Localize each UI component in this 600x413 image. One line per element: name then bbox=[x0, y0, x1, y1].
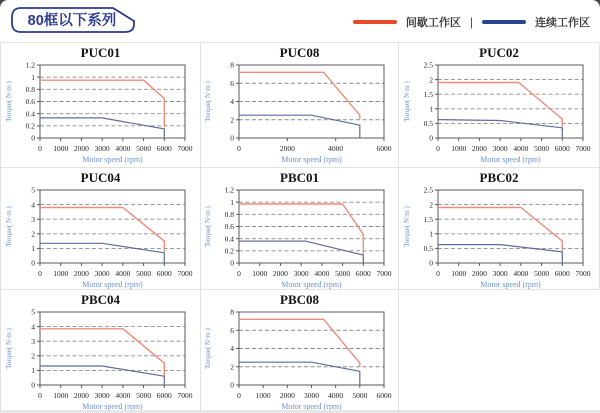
y-tick-label: 0.8 bbox=[224, 210, 234, 220]
chart-svg-PBC02 bbox=[402, 186, 596, 290]
continuous-zone-line bbox=[239, 115, 360, 138]
y-tick-label: 0 bbox=[229, 258, 234, 268]
x-tick-label: 6000 bbox=[376, 144, 391, 153]
y-tick-label: 1.2 bbox=[224, 186, 234, 195]
x-tick-label: 3000 bbox=[492, 269, 508, 278]
y-tick-label: 0.8 bbox=[25, 85, 35, 95]
y-tick-label: 2.5 bbox=[423, 186, 433, 195]
x-tick-label: 2000 bbox=[272, 269, 288, 278]
x-tick-label: 3000 bbox=[303, 391, 319, 400]
y-tick-label: 6 bbox=[229, 325, 234, 335]
chart-cell-PBC04 bbox=[1, 290, 201, 411]
y-tick-label: 0 bbox=[30, 258, 35, 268]
y-tick-label: 0.4 bbox=[25, 109, 35, 119]
y-tick-label: 2 bbox=[229, 115, 234, 125]
y-tick-label: 4 bbox=[30, 200, 35, 210]
x-tick-label: 6000 bbox=[156, 269, 172, 278]
y-tick-label: 8 bbox=[229, 308, 234, 317]
continuous-zone-label: 连续工作区 bbox=[535, 17, 590, 29]
y-tick-label: 0.2 bbox=[25, 121, 35, 131]
x-tick-label: 6000 bbox=[156, 391, 172, 400]
x-tick-label: 6000 bbox=[355, 269, 371, 278]
x-tick-label: 2000 bbox=[279, 391, 295, 400]
chart-title-PUC02: PUC02 bbox=[479, 45, 519, 60]
chart-cell-PUC02 bbox=[399, 43, 600, 168]
x-tick-label: 3000 bbox=[492, 144, 508, 153]
y-tick-label: 2 bbox=[429, 200, 433, 210]
y-tick-label: 0.5 bbox=[423, 244, 433, 254]
continuous-zone-line bbox=[438, 120, 562, 138]
x-tick-label: 5000 bbox=[334, 269, 350, 278]
x-axis-label: Motor speed (rpm) bbox=[81, 280, 143, 289]
x-tick-label: 0 bbox=[37, 269, 42, 278]
x-axis-label: Motor speed (rpm) bbox=[81, 402, 143, 411]
y-tick-label: 0 bbox=[429, 133, 433, 143]
x-tick-label: 0 bbox=[236, 144, 241, 153]
intermittent-zone-line bbox=[40, 208, 164, 253]
x-tick-label: 0 bbox=[236, 391, 241, 400]
continuous-zone-line bbox=[438, 245, 562, 263]
legend-separator: | bbox=[469, 15, 473, 29]
intermittent-zone-swatch bbox=[353, 20, 397, 24]
y-axis-label: Torque( N·m ) bbox=[403, 81, 411, 122]
charts-grid bbox=[0, 42, 599, 411]
series-badge bbox=[10, 6, 136, 39]
y-tick-label: 0.4 bbox=[224, 234, 234, 244]
intermittent-zone-line bbox=[40, 329, 164, 376]
chart-svg-PUC08 bbox=[203, 61, 397, 165]
y-tick-label: 1 bbox=[30, 366, 35, 376]
y-tick-label: 1 bbox=[30, 244, 35, 254]
y-tick-label: 1.2 bbox=[25, 61, 35, 70]
y-tick-label: 0 bbox=[229, 380, 234, 390]
y-tick-label: 6 bbox=[229, 78, 234, 88]
x-tick-label: 5000 bbox=[135, 144, 151, 153]
x-tick-label: 2000 bbox=[73, 391, 89, 400]
chart-svg-PUC04 bbox=[4, 186, 198, 290]
chart-title-PUC04: PUC04 bbox=[80, 170, 121, 185]
x-tick-label: 0 bbox=[236, 269, 241, 278]
chart-title-PUC01: PUC01 bbox=[80, 45, 121, 60]
x-tick-label: 7000 bbox=[177, 269, 192, 278]
x-tick-label: 5000 bbox=[135, 391, 151, 400]
y-tick-label: 1 bbox=[229, 197, 234, 207]
x-tick-label: 5000 bbox=[534, 269, 550, 278]
x-tick-label: 3000 bbox=[94, 269, 110, 278]
x-tick-label: 1000 bbox=[251, 269, 267, 278]
x-tick-label: 6000 bbox=[554, 269, 570, 278]
y-axis-label: Torque( N·m ) bbox=[203, 328, 212, 369]
y-tick-label: 2 bbox=[229, 362, 234, 372]
intermittent-zone-line bbox=[239, 72, 360, 119]
x-tick-label: 4000 bbox=[114, 144, 130, 153]
chart-cell-PBC02 bbox=[399, 168, 600, 290]
y-tick-label: 4 bbox=[30, 322, 35, 332]
legend bbox=[353, 14, 590, 30]
chart-svg-PUC01 bbox=[4, 61, 198, 165]
y-tick-label: 4 bbox=[229, 344, 234, 354]
x-tick-label: 0 bbox=[436, 269, 440, 278]
y-tick-label: 0.6 bbox=[25, 97, 35, 107]
intermittent-zone-line bbox=[239, 204, 363, 255]
chart-cell-PBC01 bbox=[201, 168, 399, 290]
chart-title-PBC02: PBC02 bbox=[479, 170, 519, 185]
x-tick-label: 7000 bbox=[575, 144, 591, 153]
x-axis-label: Motor speed (rpm) bbox=[480, 280, 541, 289]
x-tick-label: 0 bbox=[37, 391, 42, 400]
x-tick-label: 7000 bbox=[177, 144, 192, 153]
x-tick-label: 4000 bbox=[327, 144, 343, 153]
chart-title-PBC04: PBC04 bbox=[81, 292, 120, 307]
x-axis-label: Motor speed (rpm) bbox=[280, 155, 342, 164]
intermittent-zone-label: 间歇工作区 bbox=[405, 17, 461, 29]
continuous-zone-line bbox=[239, 241, 363, 263]
empty-cell bbox=[399, 290, 600, 411]
series-badge-label: 80框以下系列 bbox=[27, 12, 117, 29]
y-tick-label: 1.5 bbox=[423, 89, 433, 99]
x-tick-label: 4000 bbox=[513, 144, 529, 153]
continuous-zone-swatch bbox=[482, 20, 526, 24]
y-axis-label: Torque( N·m ) bbox=[4, 206, 13, 247]
x-tick-label: 4000 bbox=[114, 391, 130, 400]
continuous-zone-line bbox=[40, 118, 164, 138]
chart-cell-PUC08 bbox=[201, 43, 399, 168]
x-tick-label: 4000 bbox=[327, 391, 343, 400]
x-tick-label: 6000 bbox=[554, 144, 570, 153]
y-tick-label: 2 bbox=[429, 75, 433, 85]
x-tick-label: 1000 bbox=[52, 391, 68, 400]
y-axis-label: Torque( N·m ) bbox=[4, 328, 13, 369]
x-tick-label: 7000 bbox=[177, 391, 192, 400]
y-tick-label: 0.6 bbox=[224, 222, 234, 232]
plot-border bbox=[40, 312, 185, 385]
continuous-zone-line bbox=[239, 362, 360, 385]
x-tick-label: 5000 bbox=[351, 391, 367, 400]
x-tick-label: 3000 bbox=[293, 269, 309, 278]
plot-border bbox=[438, 65, 583, 138]
y-tick-label: 1.5 bbox=[423, 214, 433, 224]
y-tick-label: 5 bbox=[30, 308, 35, 317]
x-tick-label: 6000 bbox=[156, 144, 172, 153]
intermittent-zone-line bbox=[40, 80, 164, 127]
x-tick-label: 4000 bbox=[114, 269, 130, 278]
x-tick-label: 0 bbox=[436, 144, 440, 153]
y-tick-label: 0 bbox=[30, 380, 35, 390]
x-tick-label: 1000 bbox=[451, 144, 467, 153]
chart-svg-PBC01 bbox=[203, 186, 397, 290]
x-tick-label: 2000 bbox=[471, 269, 487, 278]
chart-title-PBC08: PBC08 bbox=[280, 292, 319, 307]
x-tick-label: 1000 bbox=[451, 269, 467, 278]
y-tick-label: 5 bbox=[30, 186, 35, 195]
x-tick-label: 3000 bbox=[94, 391, 110, 400]
x-tick-label: 3000 bbox=[94, 144, 110, 153]
y-tick-label: 1 bbox=[429, 229, 433, 239]
y-tick-label: 1 bbox=[30, 72, 35, 82]
y-axis-label: Torque( N·m ) bbox=[4, 81, 13, 122]
page-header bbox=[0, 0, 600, 42]
x-tick-label: 0 bbox=[37, 144, 42, 153]
x-tick-label: 5000 bbox=[534, 144, 550, 153]
chart-title-PUC08: PUC08 bbox=[279, 45, 320, 60]
x-tick-label: 4000 bbox=[513, 269, 529, 278]
x-tick-label: 4000 bbox=[313, 269, 329, 278]
y-tick-label: 2.5 bbox=[423, 61, 433, 70]
x-axis-label: Motor speed (rpm) bbox=[81, 155, 143, 164]
intermittent-zone-line bbox=[239, 319, 360, 367]
x-tick-label: 5000 bbox=[135, 269, 151, 278]
y-tick-label: 2 bbox=[30, 351, 35, 361]
x-tick-label: 2000 bbox=[73, 269, 89, 278]
x-tick-label: 2000 bbox=[73, 144, 89, 153]
y-tick-label: 2 bbox=[30, 229, 35, 239]
x-tick-label: 6000 bbox=[376, 391, 391, 400]
x-tick-label: 2000 bbox=[471, 144, 487, 153]
series-badge-outline bbox=[10, 6, 136, 34]
chart-svg-PUC02 bbox=[402, 61, 596, 165]
y-tick-label: 0 bbox=[429, 258, 433, 268]
continuous-zone-line bbox=[40, 243, 164, 263]
y-tick-label: 0 bbox=[229, 133, 234, 143]
y-tick-label: 0.2 bbox=[224, 246, 234, 256]
y-axis-label: Torque( N·m ) bbox=[203, 81, 212, 122]
x-tick-label: 1000 bbox=[52, 269, 68, 278]
continuous-zone-line bbox=[40, 366, 164, 385]
y-axis-label: Torque( N·m ) bbox=[203, 206, 212, 247]
x-axis-label: Motor speed (rpm) bbox=[280, 280, 342, 289]
x-tick-label: 7000 bbox=[575, 269, 591, 278]
x-axis-label: Motor speed (rpm) bbox=[280, 402, 342, 411]
y-tick-label: 1 bbox=[429, 104, 433, 114]
x-axis-label: Motor speed (rpm) bbox=[480, 155, 541, 164]
chart-cell-PUC04 bbox=[1, 168, 201, 290]
y-tick-label: 4 bbox=[229, 97, 234, 107]
chart-svg-PBC08 bbox=[203, 308, 397, 411]
x-tick-label: 7000 bbox=[376, 269, 391, 278]
chart-svg-PBC04 bbox=[4, 308, 198, 411]
y-tick-label: 0 bbox=[30, 133, 35, 143]
y-tick-label: 3 bbox=[30, 336, 35, 346]
chart-title-PBC01: PBC01 bbox=[280, 170, 319, 185]
y-axis-label: Torque( N·m ) bbox=[403, 206, 411, 247]
x-tick-label: 1000 bbox=[255, 391, 271, 400]
x-tick-label: 2000 bbox=[279, 144, 295, 153]
y-tick-label: 8 bbox=[229, 61, 234, 70]
y-tick-label: 0.5 bbox=[423, 119, 433, 129]
chart-cell-PBC08 bbox=[201, 290, 399, 411]
y-tick-label: 3 bbox=[30, 214, 35, 224]
chart-cell-PUC01 bbox=[1, 43, 201, 168]
x-tick-label: 1000 bbox=[52, 144, 68, 153]
